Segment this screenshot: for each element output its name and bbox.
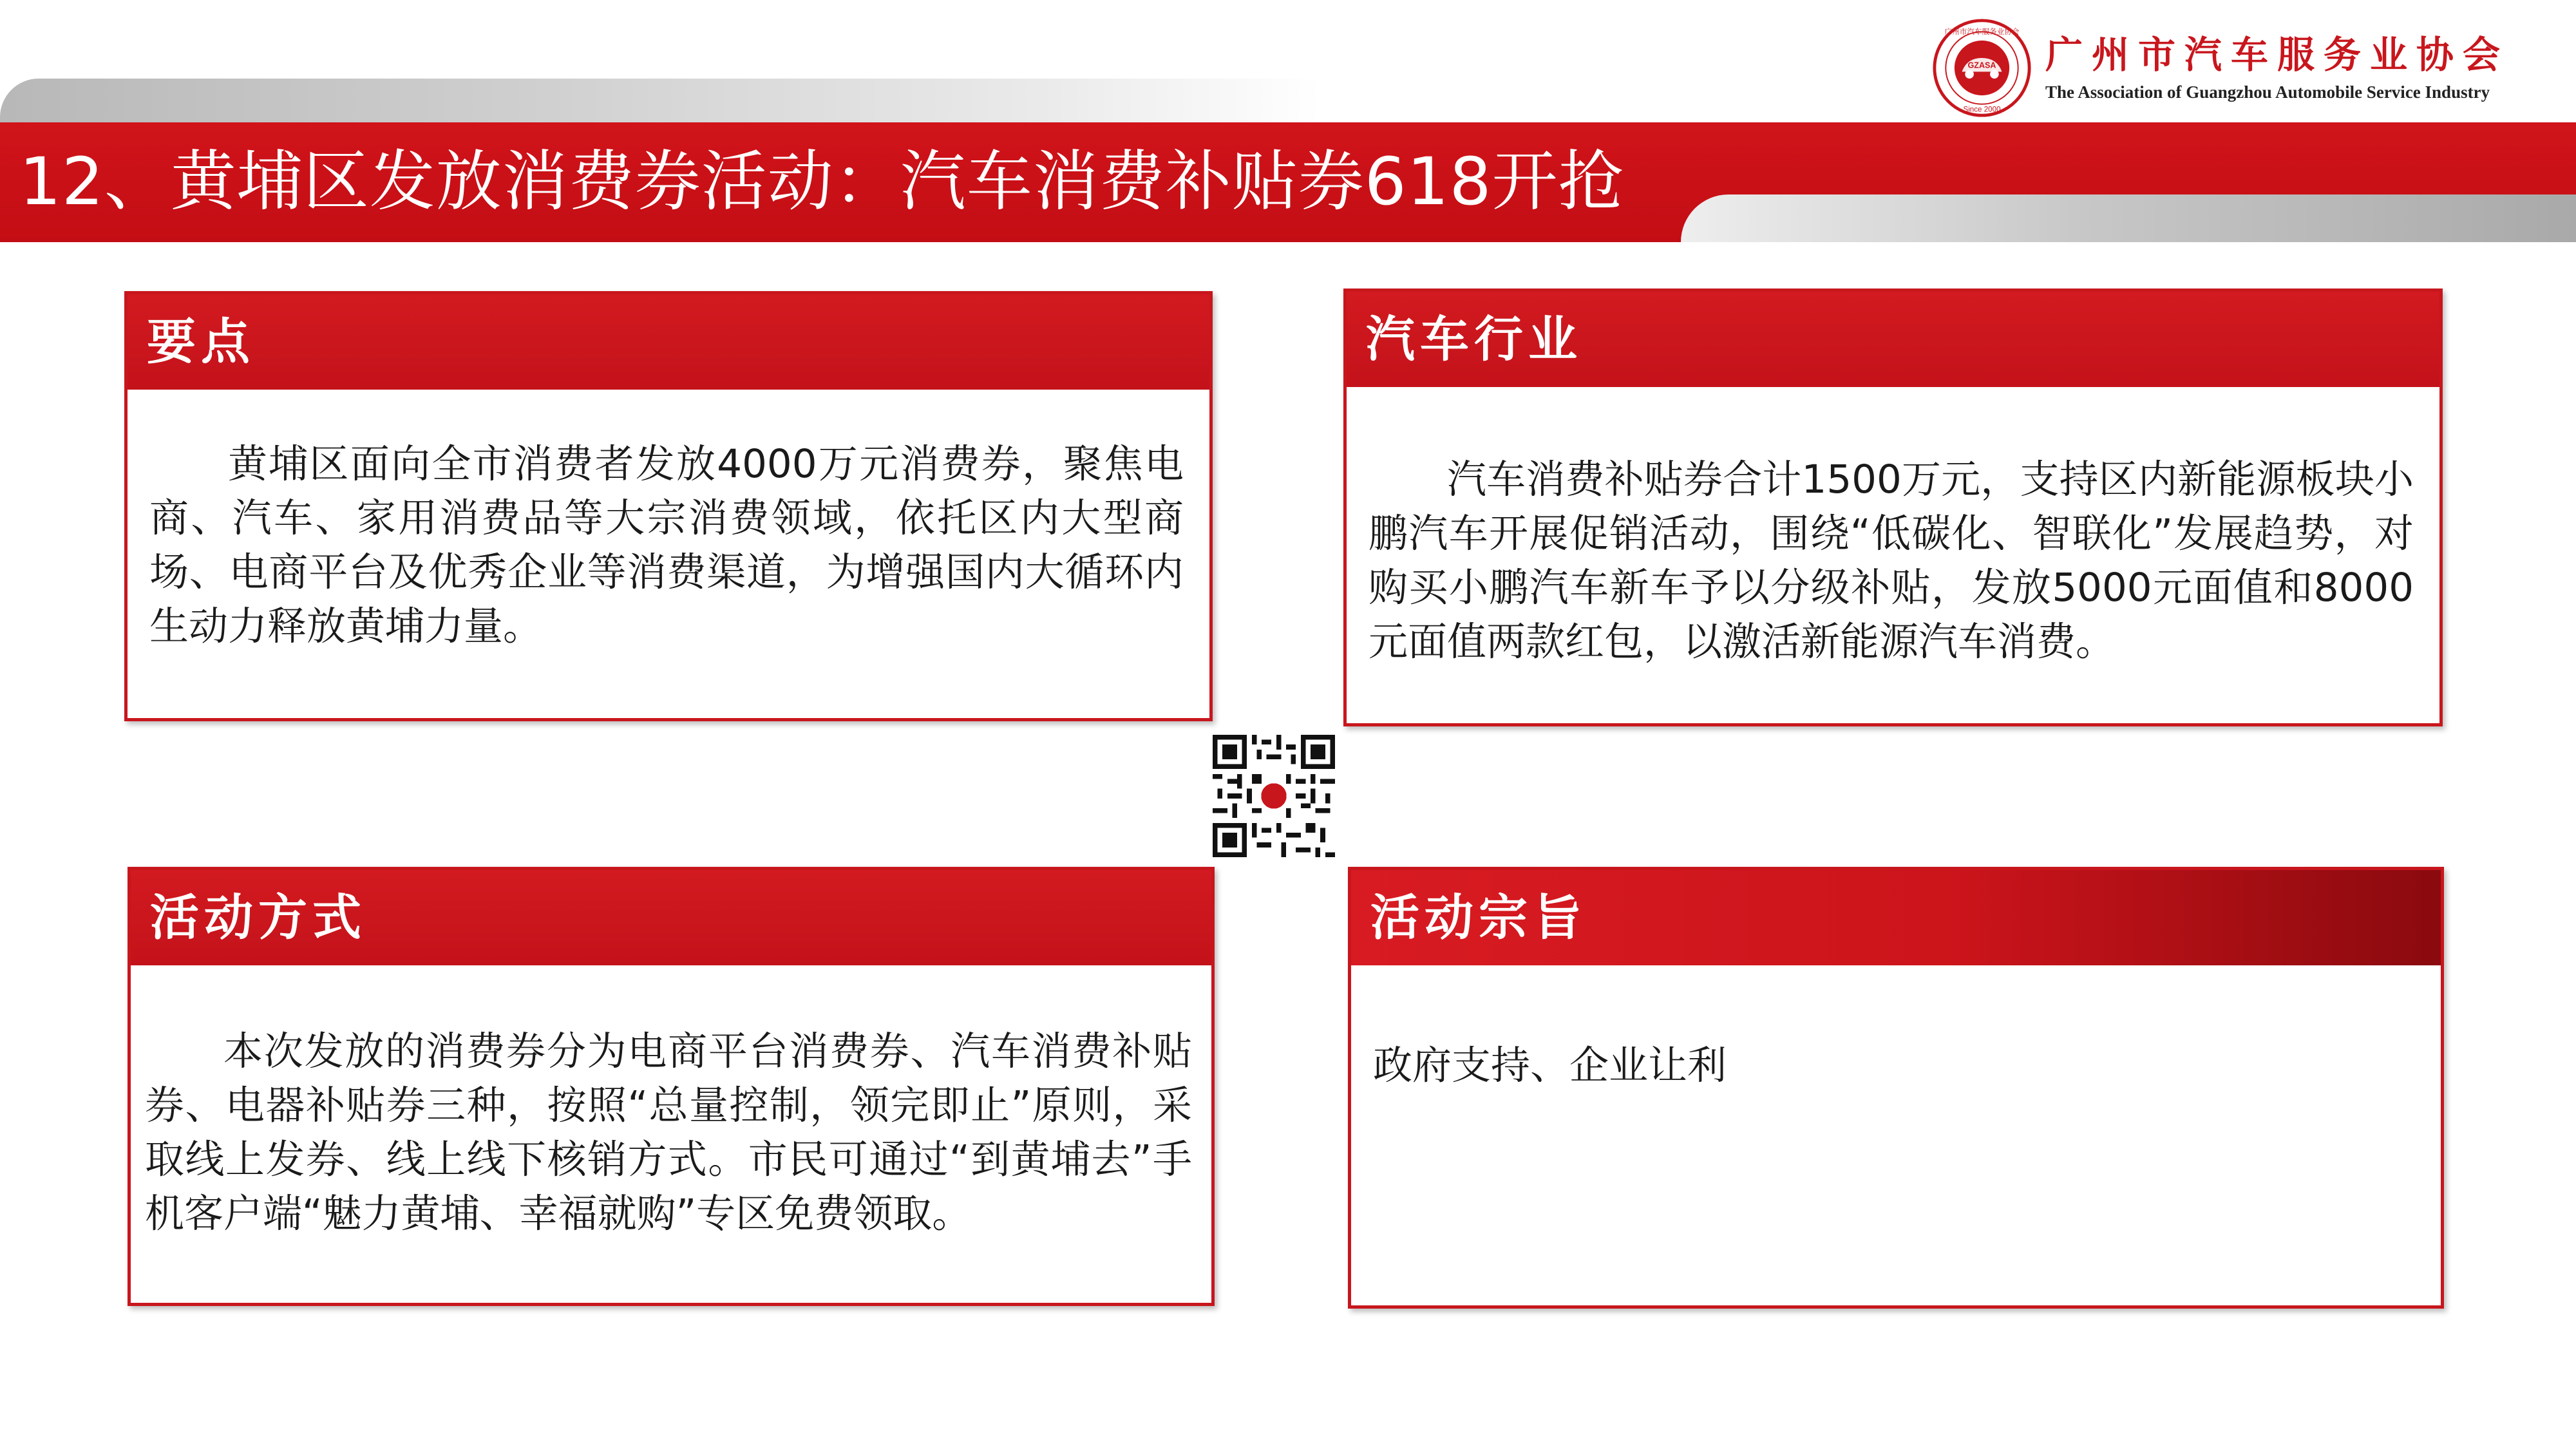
seal-ring-text: 广州市汽车服务业协会 xyxy=(1944,27,2020,37)
panel-body-text: 黄埔区面向全市消费者发放4000万元消费券，聚焦电商、汽车、家用消费品等大宗消费领域，依托区内大型商场、电商平台及优秀企业等消费渠道，为增强国内大循环内生动力释放黄埔力量。 xyxy=(149,441,1184,649)
panel-body-text: 本次发放的消费券分为电商平台消费券、汽车消费补贴券、电器补贴券三种，按照“总量控制，领完即止”原则，采取线上发券、线上线下核销方式。市民可通过“到黄埔去”手机客户端“魅力黄埔、幸福就购”专区免费领取。 xyxy=(145,1028,1192,1236)
panel-key-points xyxy=(124,291,1213,721)
page-title: 12、黄埔区发放消费券活动：汽车消费补贴券618开抢 xyxy=(19,144,1625,220)
panel-body-text: 政府支持、企业让利 xyxy=(1373,1043,1727,1088)
seal-abbr: GZASA xyxy=(1967,61,1996,70)
panel-title: 汽车行业 xyxy=(1366,310,1582,368)
seal-year: Since 2000 xyxy=(1963,105,2001,114)
panel-header xyxy=(1347,292,2439,387)
header-gray-swoosh xyxy=(1681,194,2576,242)
association-name-en: The Association of Guangzhou Automobile Service Industry xyxy=(2045,82,2490,102)
header-gray-band xyxy=(0,79,1320,124)
qr-code-icon[interactable] xyxy=(1213,733,1335,859)
panel-title: 活动宗旨 xyxy=(1370,889,1587,946)
panel-auto-industry xyxy=(1343,289,2443,726)
panel-body-text: 汽车消费补贴券合计1500万元，支持区内新能源板块小鹏汽车开展促销活动，围绕“低碳化、智联化”发展趋势，对购买小鹏汽车新车予以分级补贴，发放5000元面值和8000元面值两款红包，以激活新能源汽车消费。 xyxy=(1368,457,2414,665)
association-logo xyxy=(1932,18,2550,121)
panel-activity-purpose xyxy=(1348,867,2444,1309)
panel-activity-method xyxy=(128,867,1215,1306)
panel-header xyxy=(131,870,1211,965)
panel-header xyxy=(128,294,1209,390)
panel-title: 活动方式 xyxy=(150,889,366,946)
panel-title: 要点 xyxy=(147,313,255,370)
association-seal-icon xyxy=(1932,18,2032,118)
panel-header xyxy=(1351,870,2441,965)
association-name-cn: 广州市汽车服务业协会 xyxy=(2045,33,2510,77)
